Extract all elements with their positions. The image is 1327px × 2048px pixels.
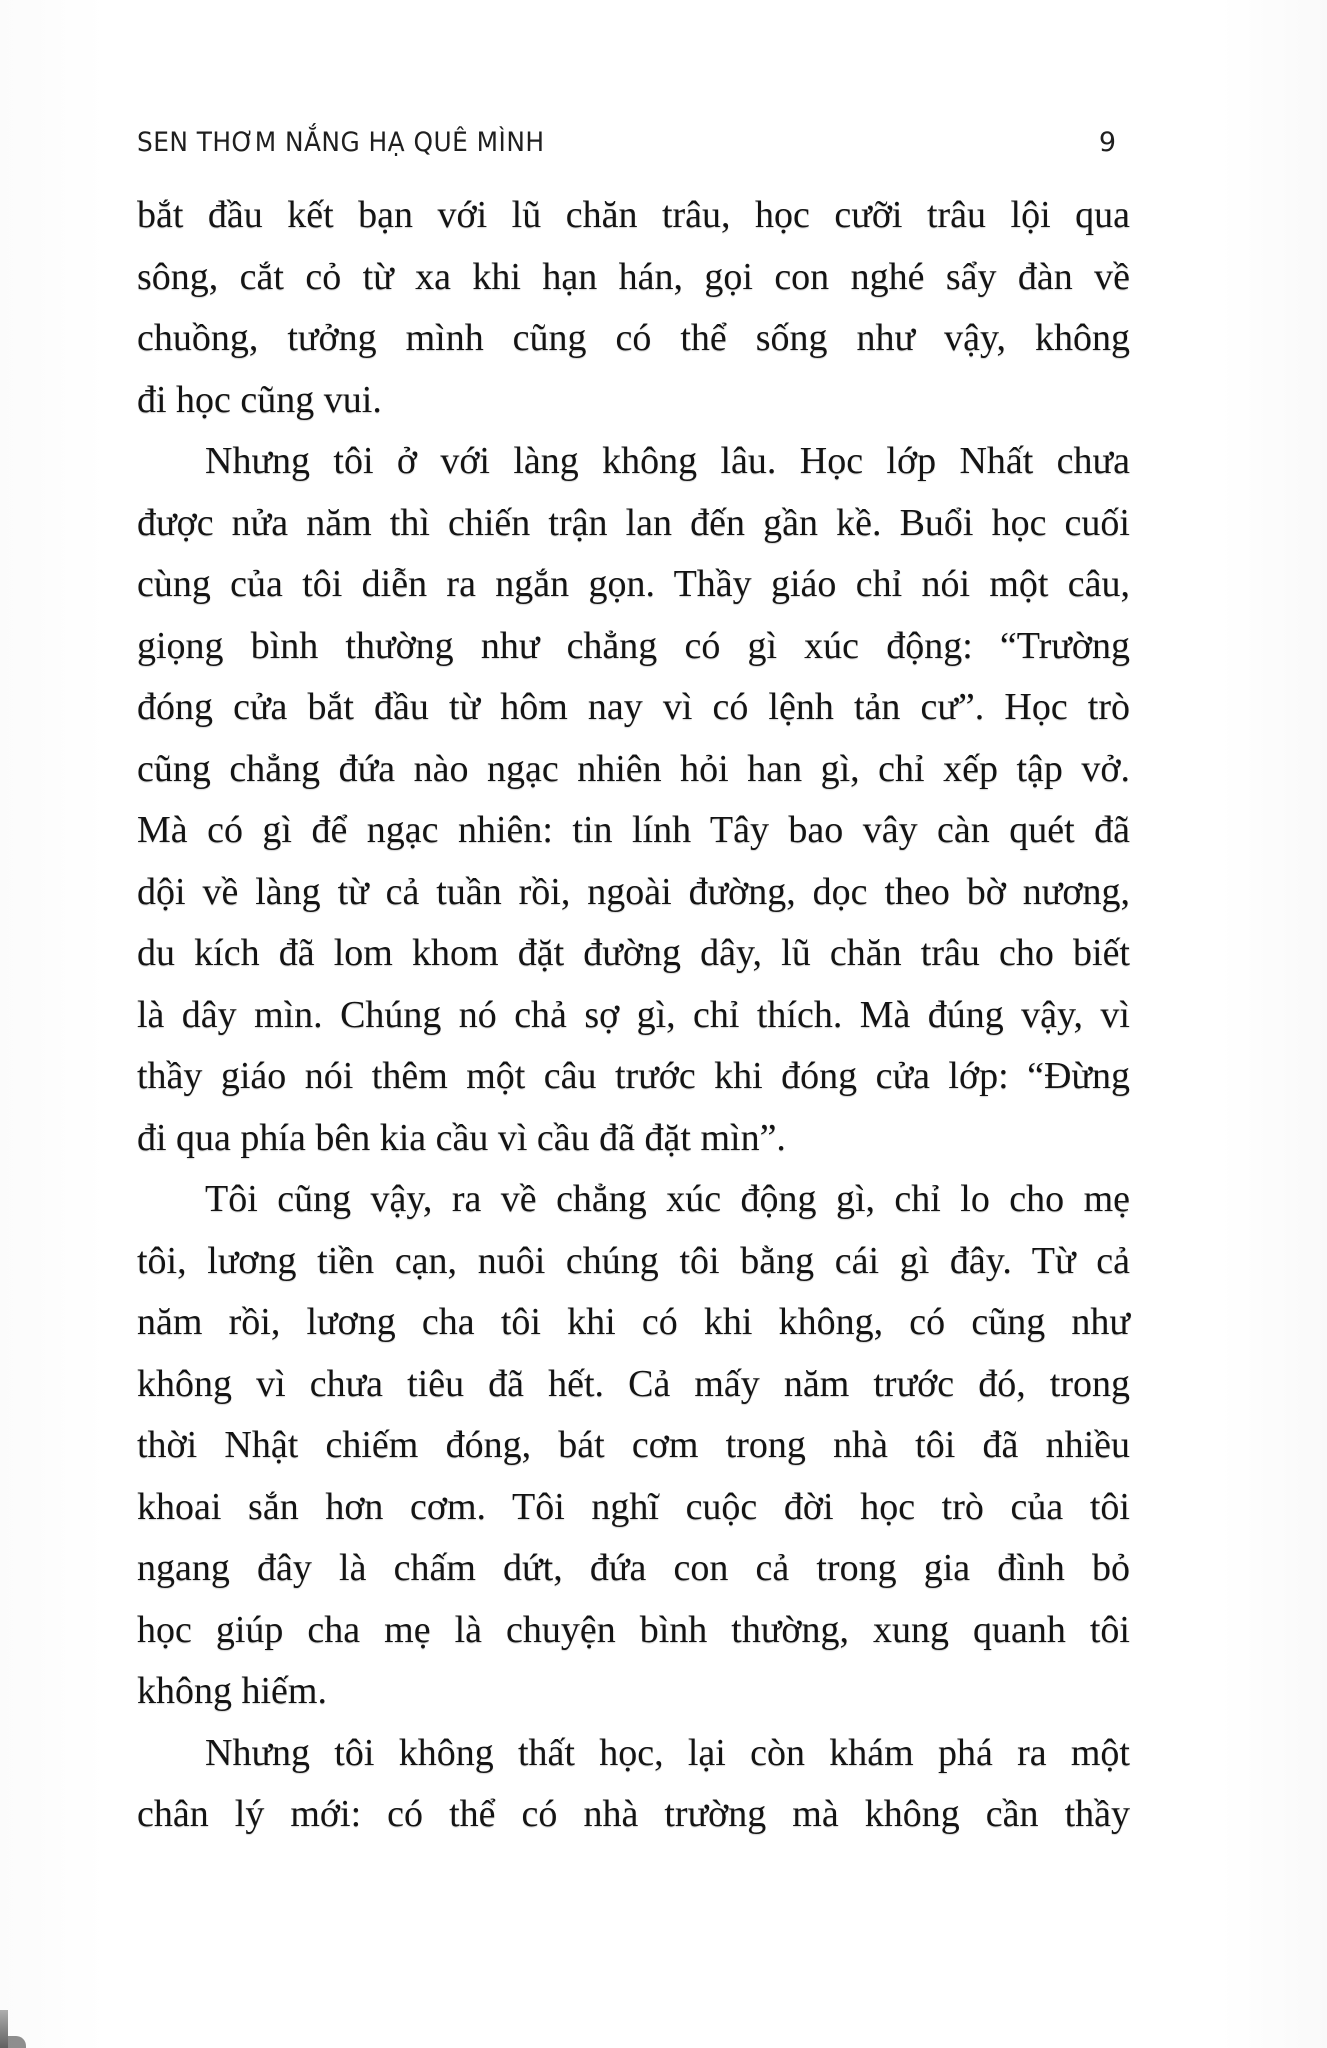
text-line: Mà có gì để ngạc nhiên: tin lính Tây bao vây càn quét đã — [137, 809, 1130, 851]
book-title-header: SEN THƠM NẮNG HẠ QUÊ MÌNH — [137, 127, 545, 158]
text-line: đi qua phía bên kia cầu vì cầu đã đặt mìn”. — [137, 1116, 786, 1159]
text-line: thời Nhật chiếm đóng, bát cơm trong nhà tôi đã nhiều — [137, 1424, 1130, 1466]
text-line: được nửa năm thì chiến trận lan đến gần kề. Buổi học cuối — [137, 501, 1130, 544]
running-header — [137, 118, 1130, 158]
text-line: đi học cũng vui. — [137, 378, 382, 421]
text-line: năm rồi, lương cha tôi khi có khi không, có cũng như — [137, 1301, 1130, 1343]
text-line: chân lý mới: có thể có nhà trường mà không cần thầy — [137, 1793, 1130, 1835]
text-line: chuồng, tưởng mình cũng có thể sống như vậy, không — [137, 317, 1130, 359]
text-line: tôi, lương tiền cạn, nuôi chúng tôi bằng cái gì đây. Từ cả — [137, 1239, 1130, 1282]
text-line: giọng bình thường như chẳng có gì xúc động: “Trường — [137, 624, 1130, 667]
text-line: thầy giáo nói thêm một câu trước khi đóng cửa lớp: “Đừng — [137, 1055, 1130, 1097]
text-line: Nhưng tôi không thất học, lại còn khám phá ra một — [205, 1731, 1130, 1774]
paragraph-2 — [137, 431, 1130, 1169]
text-line: không hiếm. — [137, 1670, 327, 1712]
text-line: học giúp cha mẹ là chuyện bình thường, xung quanh tôi — [137, 1608, 1130, 1651]
text-line: du kích đã lom khom đặt đường dây, lũ chăn trâu cho biết — [137, 932, 1130, 974]
paragraph-3 — [137, 1169, 1130, 1723]
paragraph-4 — [137, 1723, 1130, 1846]
scan-corner-smudge — [8, 2036, 26, 2048]
text-line: đóng cửa bắt đầu từ hôm nay vì có lệnh tản cư”. Học trò — [137, 686, 1130, 728]
text-line: cùng của tôi diễn ra ngắn gọn. Thầy giáo chỉ nói một câu, — [137, 563, 1130, 605]
body-text — [137, 185, 1130, 1846]
scan-edge-shadow — [0, 2010, 8, 2048]
text-line: cũng chẳng đứa nào ngạc nhiên hỏi han gì, chỉ xếp tập vở. — [137, 747, 1130, 790]
text-line: là dây mìn. Chúng nó chả sợ gì, chỉ thích. Mà đúng vậy, vì — [137, 993, 1130, 1036]
text-line: Nhưng tôi ở với làng không lâu. Học lớp Nhất chưa — [205, 440, 1130, 482]
text-line: ngang đây là chấm dứt, đứa con cả trong gia đình bỏ — [137, 1547, 1130, 1589]
page-number: 9 — [1098, 127, 1116, 158]
text-line: khoai sắn hơn cơm. Tôi nghĩ cuộc đời học trò của tôi — [137, 1485, 1130, 1528]
text-line: Tôi cũng vậy, ra về chẳng xúc động gì, chỉ lo cho mẹ — [205, 1178, 1130, 1220]
paragraph-1 — [137, 185, 1130, 431]
text-line: không vì chưa tiêu đã hết. Cả mấy năm trước đó, trong — [137, 1362, 1130, 1405]
text-line: bắt đầu kết bạn với lũ chăn trâu, học cưỡi trâu lội qua — [137, 194, 1130, 236]
text-line: sông, cắt cỏ từ xa khi hạn hán, gọi con nghé sẩy đàn về — [137, 255, 1130, 298]
text-line: dội về làng từ cả tuần rồi, ngoài đường, dọc theo bờ nương, — [137, 870, 1130, 913]
